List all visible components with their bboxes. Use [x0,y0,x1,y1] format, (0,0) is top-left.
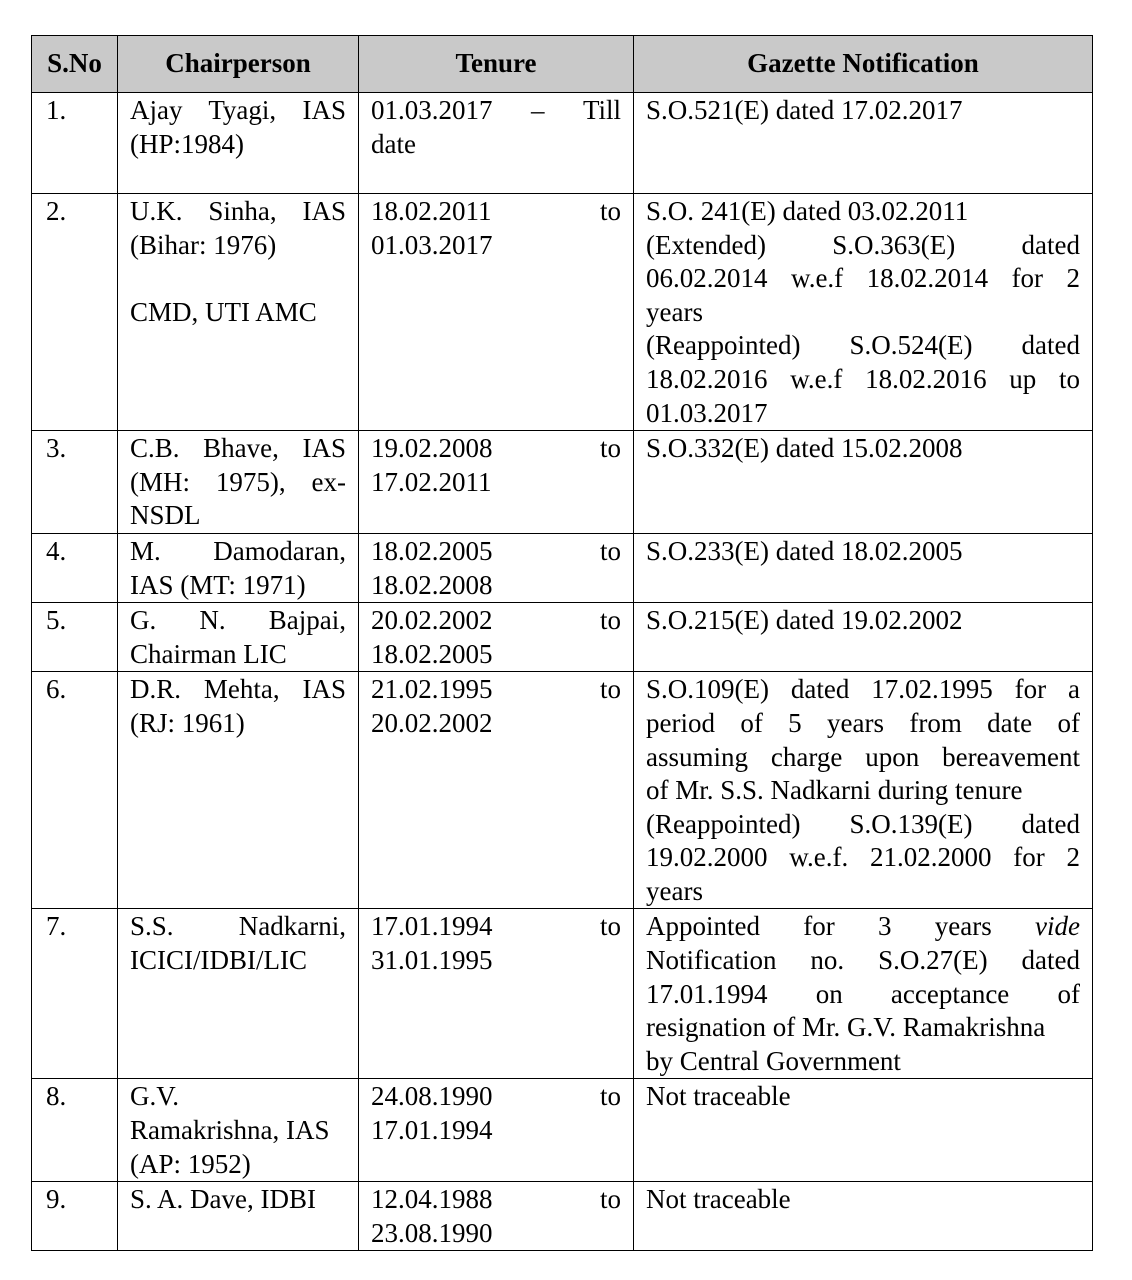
gazette-line: (Reappointed) S.O.524(E) dated [646,330,1080,361]
tenure-end: 23.08.1990 [371,1217,493,1248]
tenure-end: 20.02.2002 [371,707,493,738]
chair-line: (HP:1984) [130,128,244,159]
cell-chairperson [118,93,359,194]
gazette-line: years [646,296,703,327]
chair-line: S. A. Dave, IDBI [130,1184,316,1215]
header-gazette: Gazette Notification [634,36,1093,93]
cell-sno: 7. [32,909,118,1079]
table-row [32,603,1093,672]
gazette-line: 06.02.2014 w.e.f 18.02.2014 for 2 [646,263,1080,294]
chair-line: (AP: 1952) [130,1148,251,1179]
cell-chairperson [118,194,359,431]
table-row [32,1079,1093,1182]
chair-line: G.V. [130,1081,180,1112]
tenure-start: 24.08.1990 [371,1081,493,1112]
table-row [32,672,1093,909]
tenure-start: 18.02.2011 [371,196,492,226]
chair-line: ICICI/IDBI/LIC [130,945,307,976]
tenure-end: 18.02.2008 [371,569,493,600]
gazette-line: S.O.332(E) dated 15.02.2008 [646,433,963,464]
cell-chairperson [118,533,359,602]
gazette-line: S.O.109(E) dated 17.02.1995 for a [646,674,1080,705]
chair-line: S.S. Nadkarni, [130,911,346,942]
cell-tenure [359,194,634,431]
chair-line: (MH: 1975), ex- [130,466,346,497]
tenure-word: to [599,535,621,566]
tenure-word: to [599,433,621,464]
cell-gazette [634,1182,1093,1251]
tenure-start: 01.03.2017 [371,95,493,125]
cell-tenure [359,1182,634,1251]
document-page [31,35,1092,1251]
gazette-line: years [646,875,703,906]
cell-chairperson [118,909,359,1079]
chair-extra: CMD, UTI AMC [130,296,317,327]
header-row [32,36,1093,93]
tenure-start: 21.02.1995 [371,674,493,705]
chairperson-table [31,35,1093,1251]
cell-gazette [634,93,1093,194]
tenure-word: to [599,605,621,636]
tenure-word: to [599,196,621,226]
cell-sno: 3. [32,431,118,534]
gazette-line: 18.02.2016 w.e.f 18.02.2016 up to [646,363,1080,394]
tenure-end: 31.01.1995 [371,945,493,976]
tenure-start: 19.02.2008 [371,433,493,464]
chair-line: NSDL [130,500,201,531]
cell-gazette [634,603,1093,672]
tenure-end: 17.02.2011 [371,466,492,497]
tenure-word: Till [582,95,621,125]
cell-chairperson [118,672,359,909]
cell-chairperson [118,1182,359,1251]
gazette-line: 01.03.2017 [646,397,768,428]
gazette-line: assuming charge upon bereavement [646,741,1080,772]
chair-line: Chairman LIC [130,638,287,669]
gazette-line: (Reappointed) S.O.139(E) dated [646,808,1080,839]
cell-sno: 2. [32,194,118,431]
cell-sno: 5. [32,603,118,672]
chair-line: G. N. Bajpai, [130,605,346,636]
tenure-word: to [599,911,621,942]
cell-sno: 1. [32,93,118,194]
gazette-line: resignation of Mr. G.V. Ramakrishna [646,1012,1046,1043]
chair-line: U.K. Sinha, IAS [130,196,346,226]
table-row [32,909,1093,1079]
chair-line: M. Damodaran, [130,535,346,566]
cell-tenure [359,909,634,1079]
header-sno: S.No [32,36,118,93]
chair-line: C.B. Bhave, IAS [130,433,346,464]
cell-chairperson [118,431,359,534]
cell-sno: 6. [32,672,118,909]
tenure-start: 18.02.2005 [371,535,493,566]
gazette-line: Appointed for 3 years vide [646,911,1081,942]
gazette-line: Notification no. S.O.27(E) dated [646,945,1080,976]
gazette-line: by Central Government [646,1045,901,1076]
tenure-start: 12.04.1988 [371,1184,493,1215]
tenure-word: to [599,1184,621,1215]
cell-gazette [634,533,1093,602]
cell-sno: 4. [32,533,118,602]
table-row [32,93,1093,194]
cell-chairperson [118,603,359,672]
cell-sno: 9. [32,1182,118,1251]
table-row [32,431,1093,534]
table-row [32,194,1093,431]
cell-tenure [359,93,634,194]
gazette-line: S.O.215(E) dated 19.02.2002 [646,605,963,636]
gazette-line: of Mr. S.S. Nadkarni during tenure [646,775,1023,806]
gazette-line: (Extended) S.O.363(E) dated [646,229,1080,260]
gazette-line: 17.01.1994 on acceptance of [646,978,1080,1009]
gazette-line: Not traceable [646,1081,791,1112]
gazette-line: 19.02.2000 w.e.f. 21.02.2000 for 2 [646,842,1080,873]
tenure-end: 01.03.2017 [371,229,493,260]
tenure-end: date [371,128,416,159]
cell-tenure [359,603,634,672]
tenure-start: 20.02.2002 [371,605,493,636]
chair-line: (Bihar: 1976) [130,229,277,260]
cell-tenure [359,533,634,602]
chair-line: D.R. Mehta, IAS [130,674,346,705]
cell-gazette [634,909,1093,1079]
chair-line: (RJ: 1961) [130,707,245,738]
chair-line: IAS (MT: 1971) [130,569,306,600]
table-row [32,533,1093,602]
tenure-end: 17.01.1994 [371,1115,493,1146]
gazette-line: period of 5 years from date of [646,707,1080,738]
cell-tenure [359,431,634,534]
gazette-line: Not traceable [646,1184,791,1215]
header-chairperson: Chairperson [118,36,359,93]
header-tenure: Tenure [359,36,634,93]
tenure-word: to [599,674,621,705]
tenure-end: 18.02.2005 [371,638,493,669]
cell-tenure [359,672,634,909]
tenure-word: to [599,1081,621,1112]
chair-line: Ajay Tyagi, IAS [130,95,346,125]
gazette-line: S.O.521(E) dated 17.02.2017 [646,95,963,125]
cell-sno: 8. [32,1079,118,1182]
cell-gazette [634,672,1093,909]
gazette-line: S.O.233(E) dated 18.02.2005 [646,535,963,566]
cell-gazette [634,194,1093,431]
tenure-start: 17.01.1994 [371,911,493,942]
tenure-separator: – [530,95,545,125]
cell-gazette [634,431,1093,534]
cell-tenure [359,1079,634,1182]
gazette-line: S.O. 241(E) dated 03.02.2011 [646,196,969,226]
gazette-italic: vide [1035,911,1081,942]
table-row [32,1182,1093,1251]
cell-chairperson [118,1079,359,1182]
chair-line: Ramakrishna, IAS [130,1115,330,1146]
cell-gazette [634,1079,1093,1182]
